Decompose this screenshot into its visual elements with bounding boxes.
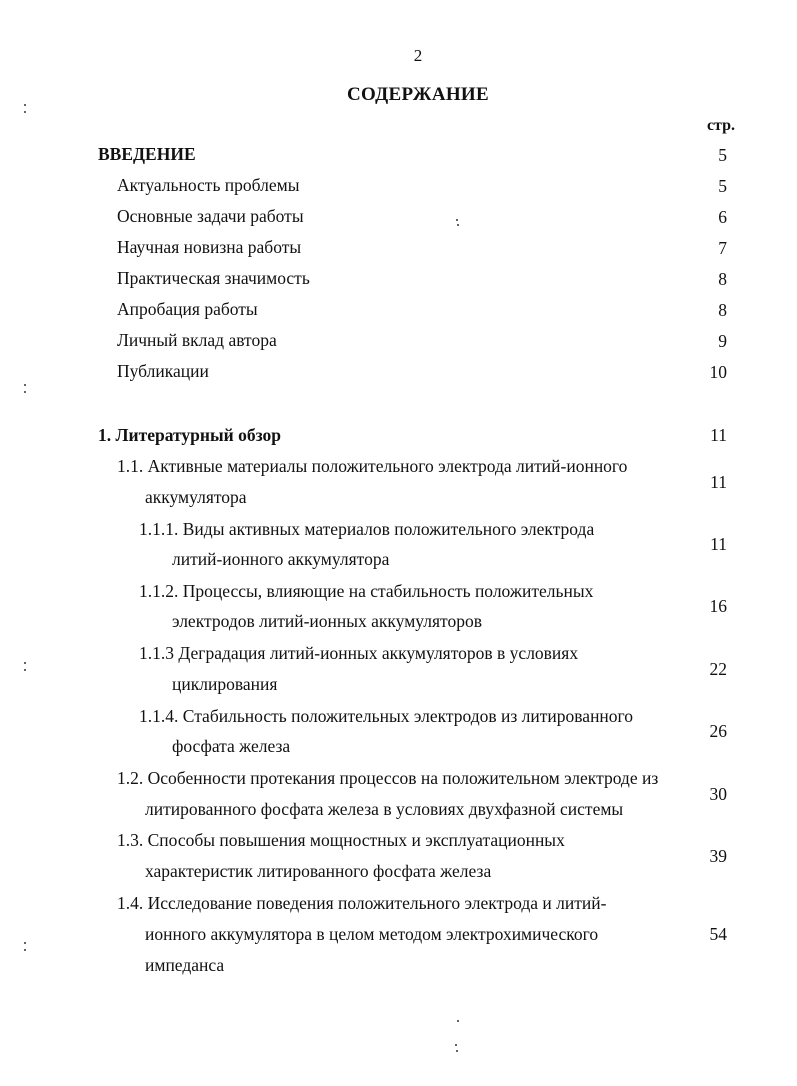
toc-section-line: литированного фосфата железа в условиях двухфазной системы bbox=[145, 799, 624, 819]
scan-speck bbox=[24, 942, 26, 944]
toc-section-line: 1.3. Способы повышения мощностных и эксплуатационных bbox=[117, 830, 565, 850]
toc-item-label: Основные задачи работы bbox=[117, 206, 304, 226]
chapter1-heading: 1. Литературный обзор bbox=[98, 425, 281, 445]
page-number: 2 bbox=[413, 46, 423, 65]
toc-section-page: 22 bbox=[709, 659, 727, 679]
toc-section-line: фосфата железа bbox=[172, 736, 291, 756]
scan-speck bbox=[457, 1020, 459, 1022]
toc-section-line: 1.1.3 Деградация литий-ионных аккумуляторов в условиях bbox=[139, 643, 579, 663]
toc-section-line: 1.2. Особенности протекания процессов на положительном электроде из bbox=[117, 768, 659, 788]
toc-section-line: аккумулятора bbox=[145, 487, 247, 507]
scan-speck bbox=[457, 224, 459, 226]
toc-item-page: 8 bbox=[718, 269, 727, 289]
scan-speck bbox=[24, 104, 26, 106]
scan-speck bbox=[24, 669, 26, 671]
scan-speck bbox=[24, 949, 26, 951]
toc-item-page: 5 bbox=[718, 176, 727, 196]
toc-item-label: Практическая значимость bbox=[117, 268, 310, 288]
toc-section-line: циклирования bbox=[172, 674, 278, 694]
toc-item-page: 8 bbox=[718, 300, 727, 320]
toc-section-line: литий-ионного аккумулятора bbox=[172, 549, 390, 569]
intro-heading: ВВЕДЕНИЕ bbox=[98, 144, 196, 164]
toc-section-line: 1.1.4. Стабильность положительных электродов из литированного bbox=[139, 706, 634, 726]
toc-title: СОДЕРЖАНИЕ bbox=[347, 84, 489, 105]
toc-section-line: 1.4. Исследование поведения положительного электрода и литий- bbox=[117, 893, 607, 913]
chapter1-page: 11 bbox=[710, 425, 727, 445]
toc-item-label: Научная новизна работы bbox=[117, 237, 302, 257]
scan-speck bbox=[24, 111, 26, 113]
toc-item-label: Актуальность проблемы bbox=[117, 175, 300, 195]
intro-page: 5 bbox=[718, 145, 727, 165]
toc-section-page: 54 bbox=[709, 924, 727, 944]
scan-speck bbox=[456, 219, 458, 221]
toc-section-page: 30 bbox=[709, 784, 727, 804]
toc-section-page: 11 bbox=[710, 534, 727, 554]
toc-item-page: 9 bbox=[718, 331, 727, 351]
toc-section-line: ионного аккумулятора в целом методом электрохимического bbox=[145, 924, 599, 944]
pages-column-header: стр. bbox=[706, 117, 735, 134]
toc-section-line: характеристик литированного фосфата железа bbox=[145, 861, 492, 881]
toc-section-line: 1.1.2. Процессы, влияющие на стабильность положительных bbox=[139, 581, 594, 601]
toc-section-line: 1.1.1. Виды активных материалов положительного электрода bbox=[139, 519, 595, 539]
scan-speck bbox=[24, 391, 26, 393]
toc-section-page: 11 bbox=[710, 472, 727, 492]
toc-section-page: 26 bbox=[709, 721, 727, 741]
scan-speck bbox=[455, 1044, 457, 1046]
toc-item-page: 10 bbox=[709, 362, 727, 382]
toc-item-label: Апробация работы bbox=[117, 299, 258, 319]
toc-item-label: Личный вклад автора bbox=[117, 330, 277, 350]
scan-speck bbox=[24, 384, 26, 386]
scan-speck bbox=[24, 662, 26, 664]
toc-section-page: 16 bbox=[709, 596, 727, 616]
toc-section-line: 1.1. Активные материалы положительного электрода литий-ионного bbox=[117, 456, 628, 476]
toc-section-page: 39 bbox=[709, 846, 727, 866]
scan-speck bbox=[456, 1050, 458, 1052]
toc-item-page: 6 bbox=[718, 207, 727, 227]
toc-item-page: 7 bbox=[718, 238, 727, 258]
toc-section-line: электродов литий-ионных аккумуляторов bbox=[172, 611, 482, 631]
toc-section-line: импеданса bbox=[145, 955, 225, 975]
toc-item-label: Публикации bbox=[117, 361, 209, 381]
